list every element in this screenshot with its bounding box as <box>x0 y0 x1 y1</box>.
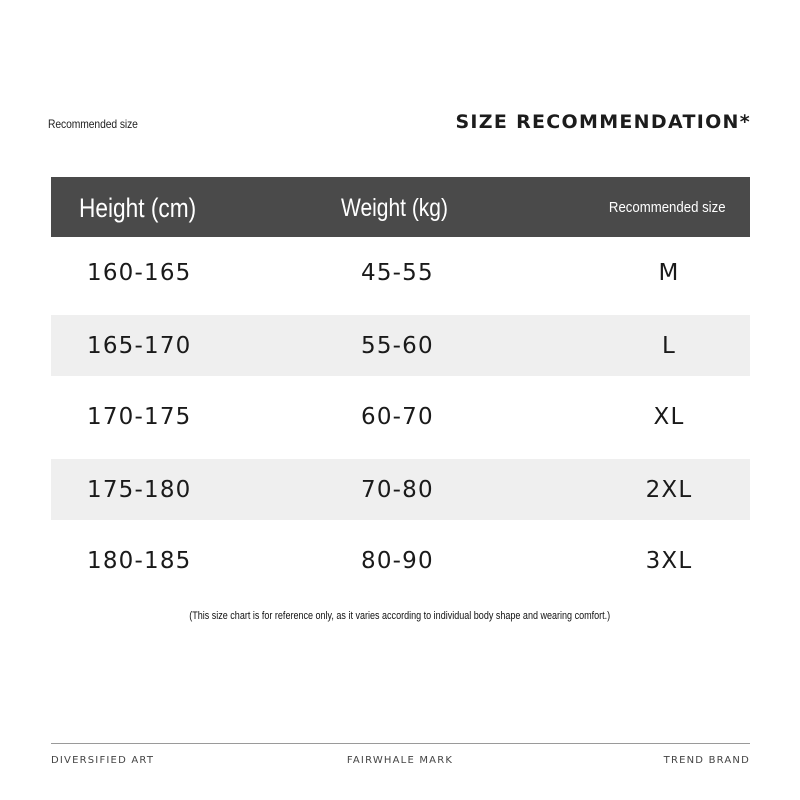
footer-right-text: TREND BRAND <box>663 755 750 766</box>
table-row <box>51 525 750 597</box>
height-cell: 165-170 <box>87 332 192 359</box>
table-row <box>51 459 750 520</box>
height-cell: 160-165 <box>87 260 192 286</box>
column-header-weight: Weight (kg) <box>341 194 448 222</box>
weight-cell: 80-90 <box>361 548 434 574</box>
footer-divider <box>51 743 750 744</box>
height-cell: 170-175 <box>87 404 192 430</box>
footer-left-text: DIVERSIFIED ART <box>51 755 155 766</box>
height-cell: 180-185 <box>87 548 192 574</box>
table-row <box>51 237 750 309</box>
page-title: SIZE RECOMMENDATION* <box>455 111 751 133</box>
weight-cell: 55-60 <box>361 332 434 359</box>
disclaimer-text: (This size chart is for reference only, as it varies according to individual body shape and wearing comfort.) <box>189 610 611 622</box>
height-cell: 175-180 <box>87 476 192 503</box>
table-header <box>51 177 750 237</box>
footer-center-text: FAIRWHALE MARK <box>346 755 454 766</box>
table-row <box>51 315 750 376</box>
size-table <box>51 177 750 597</box>
size-cell: XL <box>653 404 685 430</box>
size-cell: 2XL <box>645 476 693 503</box>
recommended-size-label: Recommended size <box>48 117 138 131</box>
column-header-height: Height (cm) <box>79 193 197 223</box>
size-cell: M <box>658 260 680 286</box>
weight-cell: 70-80 <box>361 476 434 503</box>
table-row <box>51 381 750 453</box>
weight-cell: 60-70 <box>361 404 434 430</box>
weight-cell: 45-55 <box>361 260 434 286</box>
disclaimer-note <box>0 610 800 622</box>
size-cell: 3XL <box>645 548 693 574</box>
size-cell: L <box>661 332 676 359</box>
column-header-size: Recommended size <box>609 199 726 216</box>
